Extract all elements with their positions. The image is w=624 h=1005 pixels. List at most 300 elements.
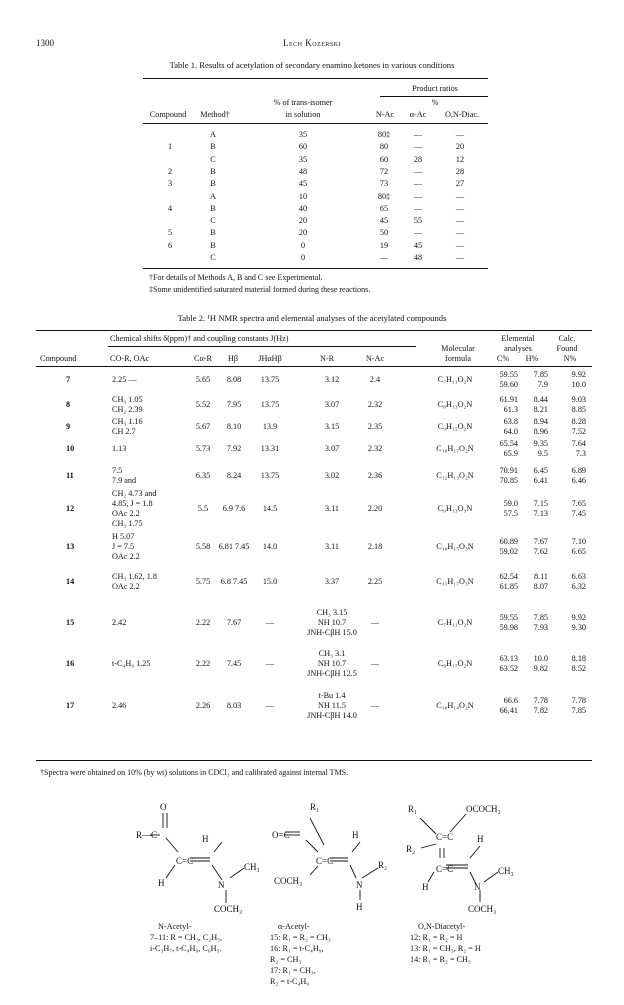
table2-n-pct: 9.03 bbox=[571, 395, 586, 404]
table1-method: C bbox=[210, 154, 216, 164]
table1-compound: 5 bbox=[167, 228, 173, 238]
table1-method: B bbox=[210, 142, 216, 152]
table2-h-pct: 9.82 bbox=[533, 664, 548, 673]
table2-n-r: CH₃ 3.15 bbox=[316, 608, 348, 617]
table2-hb: 8.08 bbox=[226, 375, 242, 384]
table2-n-ac: — bbox=[370, 659, 380, 668]
table2-h-pct: 6.41 bbox=[533, 476, 548, 485]
table1-compound: 1 bbox=[167, 142, 173, 152]
table2-formula: C₈H₁₃O₂N bbox=[437, 400, 473, 409]
table2-c-pct: 64.0 bbox=[503, 427, 518, 436]
table2-h-pct: 7.62 bbox=[533, 547, 548, 556]
table1-header-percent: % bbox=[431, 98, 439, 107]
table2-formula: C₁₂H₁₃O₂N bbox=[436, 471, 474, 480]
table2-co-r: OAc 2.2 bbox=[112, 509, 140, 518]
table1-nac: 80‡ bbox=[377, 130, 391, 139]
table2-h-pct: 7.93 bbox=[533, 623, 548, 632]
svg-text:N: N bbox=[474, 882, 481, 892]
table2-ca-r: 5.5 bbox=[197, 504, 209, 513]
table2-n-pct: 8.28 bbox=[571, 417, 586, 426]
table2-co-r: CH₃ 1.62, 1.8 bbox=[112, 572, 157, 581]
table2-n-pct: 8.18 bbox=[571, 654, 586, 663]
table2-c-pct: 57.5 bbox=[503, 509, 518, 518]
table1-ondiac: — bbox=[455, 240, 465, 250]
table2-h-pct: 9.5 bbox=[537, 449, 548, 458]
table2-c-pct: 61.85 bbox=[499, 582, 518, 591]
table1-method: A bbox=[210, 191, 216, 201]
structure-alpha-acetyl-title: α-Acetyl- bbox=[278, 922, 310, 931]
table2-hb: 7.45 bbox=[226, 659, 242, 668]
table2-n-ac: — bbox=[370, 701, 380, 710]
table2-jhh: 15.0 bbox=[262, 577, 278, 586]
table2-ca-r: 5.52 bbox=[195, 400, 211, 409]
table2-c-pct: 63.13 bbox=[499, 654, 518, 663]
table2-n-pct: 9.92 bbox=[571, 370, 586, 379]
table2-co-r: 2.25 — bbox=[112, 375, 137, 384]
svg-text:H: H bbox=[422, 882, 429, 892]
table2-co-r: 4.85, J = 1.8 bbox=[112, 499, 153, 508]
table2-n-pct: 9.92 bbox=[571, 613, 586, 622]
table2-compound: 17 bbox=[66, 701, 75, 710]
page-number: 1300 bbox=[36, 38, 54, 48]
table2-n-ac: 2.18 bbox=[367, 542, 383, 551]
table2-c-pct: 70.91 bbox=[499, 466, 518, 475]
page-header bbox=[0, 38, 624, 52]
table2-n-pct: 10.0 bbox=[571, 380, 586, 389]
table2-h-pct: 8.11 bbox=[533, 572, 548, 581]
table1-nac: 60 bbox=[379, 154, 389, 164]
svg-text:R—C: R—C bbox=[136, 830, 158, 840]
table1-ondiac: — bbox=[455, 191, 465, 201]
table2-co-r: t-C₄H₉ 1.25 bbox=[112, 659, 151, 668]
table2-compound: 9 bbox=[66, 422, 71, 431]
table2-hb: 6.9 7.6 bbox=[222, 504, 246, 513]
structure-on-diacetyl-line: 12: R₁ = R₂ = H bbox=[410, 933, 463, 942]
table2-c-pct: 66.41 bbox=[499, 706, 518, 715]
table-rule bbox=[108, 346, 416, 347]
table1-ondiac: — bbox=[455, 216, 465, 226]
structure-alpha-acetyl-line: R₂ = CH₃ bbox=[270, 955, 302, 964]
svg-text:N: N bbox=[356, 880, 363, 890]
table1-alpha-ac: — bbox=[413, 166, 423, 176]
table2-h-pct: 9.35 bbox=[533, 439, 548, 448]
table1-nac: 80 bbox=[379, 142, 389, 152]
table2-co-r: 2.42 bbox=[112, 618, 127, 627]
table2-c-pct: 59.0 bbox=[503, 499, 518, 508]
svg-text:H: H bbox=[356, 902, 363, 912]
table2-formula: C₉H₁₅O₂N bbox=[437, 422, 473, 431]
table2-compound: 12 bbox=[66, 504, 75, 513]
table2-h-pct: 8.94 bbox=[533, 417, 548, 426]
table2-jhh: 14.0 bbox=[262, 542, 278, 551]
table2-header-cor: CO-R, OAc bbox=[110, 354, 150, 363]
table1-alpha-ac: 55 bbox=[413, 216, 423, 226]
table2-n-pct: 7.65 bbox=[571, 499, 586, 508]
table2-formula: C₉H₁₃O₃N bbox=[437, 504, 473, 513]
table2-footnote: †Spectra were obtained on 10% (by wt) solutions in CDCl₃ and calibrated against internal TMS. bbox=[40, 768, 349, 777]
table1-ondiac: 20 bbox=[455, 142, 465, 152]
table1-caption: Table 1. Results of acetylation of secondary enamino ketones in various conditions bbox=[169, 60, 455, 70]
table2-n-pct: 7.45 bbox=[571, 509, 586, 518]
table1-trans: 0 bbox=[300, 240, 306, 250]
table2-n-pct: 7.10 bbox=[571, 537, 586, 546]
table1-method: C bbox=[210, 253, 216, 262]
table2-n-r: t-Bu 1.4 bbox=[318, 691, 346, 700]
table1-alpha-ac: 45 bbox=[413, 240, 423, 250]
table2-c-pct: 59.60 bbox=[499, 380, 518, 389]
structure-alpha-acetyl-line: 17: R₁ = CH₃, bbox=[270, 966, 316, 975]
table2-ca-r: 5.65 bbox=[195, 375, 211, 384]
table2-n-r: 3.07 bbox=[324, 400, 340, 409]
structure-alpha-acetyl-line: R₂ = t-C₄H₉ bbox=[270, 977, 310, 986]
table2-co-r: OAc 2.2 bbox=[112, 552, 140, 561]
table2-compound: 14 bbox=[66, 577, 75, 586]
table-rule bbox=[36, 760, 592, 761]
table2-n-r: 3.15 bbox=[324, 422, 340, 431]
table1-trans: 35 bbox=[298, 154, 308, 164]
table2-n-r: CH₃ 3.1 bbox=[318, 649, 346, 658]
table2-header-analyses: analyses bbox=[504, 344, 532, 353]
table2-c-pct: 61.3 bbox=[503, 405, 518, 414]
table2-jhh: 13.75 bbox=[260, 375, 280, 384]
table-rule bbox=[36, 366, 592, 367]
table2-h-pct: 8.07 bbox=[533, 582, 548, 591]
svg-text:CH₃: CH₃ bbox=[244, 862, 260, 872]
table2-n-r: NH 10.7 bbox=[317, 659, 347, 668]
table2-c-pct: 65.54 bbox=[499, 439, 518, 448]
structure-alpha-acetyl-line: 16: R₁ = t-C₄H₉, bbox=[270, 944, 324, 953]
table2-n-ac: 2.32 bbox=[367, 444, 383, 453]
table2-h-pct: 7.67 bbox=[533, 537, 548, 546]
table2-ca-r: 5.67 bbox=[195, 422, 211, 431]
table2-co-r: CH₃ 1.16 bbox=[112, 417, 143, 426]
table2-n-pct: 8.85 bbox=[571, 405, 586, 414]
table1-header-nac: N-Ac bbox=[375, 110, 395, 119]
structure-n-acetyl-line: 7–11: R = CH₃, C₂H₅, bbox=[150, 933, 223, 942]
table2-n-pct: 7.85 bbox=[571, 706, 586, 715]
table1-method: A bbox=[210, 130, 216, 139]
table2-header-elemental: Elemental bbox=[501, 334, 535, 343]
table1-alpha-ac: 48 bbox=[413, 253, 423, 262]
table2-n-r: 3.07 bbox=[324, 444, 340, 453]
svg-text:C=C: C=C bbox=[436, 864, 454, 874]
table2-n-ac: — bbox=[370, 618, 380, 627]
table2-co-r: 2.46 bbox=[112, 701, 127, 710]
table2-jhh: 13.9 bbox=[262, 422, 278, 431]
table2-n-r: 3.11 bbox=[324, 504, 340, 513]
table1-alpha-ac: — bbox=[413, 130, 423, 139]
svg-text:COCH₃: COCH₃ bbox=[214, 904, 243, 914]
table2-n-pct: 7.78 bbox=[571, 696, 586, 705]
table2-c-pct: 59.98 bbox=[499, 623, 518, 632]
table2-n-pct: 7.3 bbox=[575, 449, 586, 458]
table2-co-r: CH₂ 2.39 bbox=[112, 405, 143, 414]
table2-header-compound: Compound bbox=[40, 354, 77, 363]
table2-n-pct: 7.64 bbox=[571, 439, 586, 448]
running-author: Lech Kozerski bbox=[282, 38, 342, 48]
table2-co-r: 7.5 bbox=[112, 466, 123, 475]
table1-method: B bbox=[210, 179, 216, 189]
table1-ondiac: — bbox=[455, 228, 465, 238]
table1-trans: 45 bbox=[298, 179, 308, 189]
svg-text:C=C: C=C bbox=[176, 856, 194, 866]
structure-on-diacetyl-title: O,N-Diacetyl- bbox=[418, 922, 466, 931]
table2-n-pct: 6.63 bbox=[571, 572, 586, 581]
table2-h-pct: 7.78 bbox=[533, 696, 548, 705]
table2-caption: Table 2. ¹H NMR spectra and elemental analyses of the acetylated compounds bbox=[177, 313, 447, 323]
table2-header-hb: Hβ bbox=[227, 354, 239, 363]
table2-h-pct: 8.96 bbox=[533, 427, 548, 436]
table2-n-pct: 9.30 bbox=[571, 623, 586, 632]
table2-h-pct: 7.85 bbox=[533, 613, 548, 622]
table2-n-pct: 6.32 bbox=[571, 582, 586, 591]
table-rule bbox=[143, 268, 488, 269]
table2-co-r: CH 2.7 bbox=[112, 427, 136, 436]
svg-text:H: H bbox=[202, 834, 209, 844]
table2-c-pct: 66.6 bbox=[503, 696, 518, 705]
table2-c-pct: 59.55 bbox=[499, 613, 518, 622]
table1-header-method: Method† bbox=[200, 110, 230, 119]
table2-hb: 8.03 bbox=[226, 701, 242, 710]
table2-c-pct: 62.54 bbox=[499, 572, 518, 581]
table2-n-ac: 2.20 bbox=[367, 504, 383, 513]
table1-method: B bbox=[210, 240, 216, 250]
table1-nac: 45 bbox=[379, 216, 389, 226]
table2-n-ac: 2.4 bbox=[369, 375, 381, 384]
svg-text:COCH₃: COCH₃ bbox=[468, 904, 497, 914]
table2-header-calc: Calc. bbox=[558, 334, 576, 343]
table1-trans: 10 bbox=[298, 191, 308, 201]
table2-n-r: 3.12 bbox=[324, 375, 340, 384]
table2-h-pct: 7.9 bbox=[537, 380, 548, 389]
table2-compound: 7 bbox=[66, 375, 71, 384]
table1-trans: 48 bbox=[298, 166, 308, 176]
table2-n-r: JNH-CβH 15.0 bbox=[307, 628, 357, 637]
table2-n-r: NH 11.5 bbox=[318, 701, 346, 710]
table2-n-pct: 6.89 bbox=[571, 466, 586, 475]
table2-h-pct: 7.13 bbox=[533, 509, 548, 518]
table2-ca-r: 5.73 bbox=[195, 444, 211, 453]
table1-footnote: ‡Some unidentified saturated material formed during these reactions. bbox=[149, 285, 371, 294]
table1-alpha-ac: — bbox=[413, 203, 423, 213]
table1-trans: 60 bbox=[298, 142, 308, 152]
table2-header-c-pct: C% bbox=[496, 354, 510, 363]
table2-n-r: 3.11 bbox=[324, 542, 340, 551]
table2-compound: 8 bbox=[66, 400, 71, 409]
table2-h-pct: 7.85 bbox=[533, 370, 548, 379]
table2-ca-r: 2.26 bbox=[195, 701, 211, 710]
table1-nac: 80‡ bbox=[377, 191, 391, 201]
table2-hb: 6.81 7.45 bbox=[218, 542, 250, 551]
table1-ondiac: 28 bbox=[455, 166, 465, 176]
table1-method: B bbox=[210, 228, 216, 238]
table2-c-pct: 59.55 bbox=[499, 370, 518, 379]
table2-formula: C₁₀H₁₇O₂N bbox=[436, 444, 474, 453]
table2-co-r: CH₃ 1.05 bbox=[112, 395, 143, 404]
table2-hb: 8.24 bbox=[226, 471, 242, 480]
table2-ca-r: 2.22 bbox=[195, 618, 211, 627]
table1-ondiac: — bbox=[455, 130, 465, 139]
table1-compound: 6 bbox=[167, 240, 173, 250]
table2-header-found: Found bbox=[556, 344, 578, 353]
table1-header-compound: Compound bbox=[149, 110, 187, 119]
table1-header-product-ratios: Product ratios bbox=[412, 84, 458, 93]
svg-text:R₂: R₂ bbox=[406, 844, 416, 854]
table1-compound: 4 bbox=[167, 203, 173, 213]
table2-n-r: 3.02 bbox=[324, 471, 340, 480]
table2-c-pct: 61.91 bbox=[499, 395, 518, 404]
svg-text:OCOCH₃: OCOCH₃ bbox=[466, 804, 501, 814]
table2-n-r: 3.37 bbox=[324, 577, 340, 586]
table2-formula: C₁₀H₁₅O₃N bbox=[436, 542, 474, 551]
svg-text:O: O bbox=[160, 802, 167, 812]
table2-h-pct: 10.0 bbox=[533, 654, 548, 663]
structure-on-diacetyl-line: 14: R₁ = R₂ = CH₃ bbox=[410, 955, 471, 964]
table1-nac: — bbox=[379, 253, 389, 262]
svg-text:R₁: R₁ bbox=[310, 802, 320, 812]
table2-header-molecular: Molecular bbox=[441, 344, 475, 353]
structure-n-acetyl-line: i-C₃H₇, t-C₄H₉, C₆H₅. bbox=[150, 944, 222, 953]
table2-jhh: 13.31 bbox=[260, 444, 280, 453]
table2-c-pct: 70.85 bbox=[499, 476, 518, 485]
table2-formula: C₇H₁₁O₂N bbox=[437, 375, 473, 384]
table2-n-pct: 7.52 bbox=[571, 427, 586, 436]
table1-nac: 73 bbox=[379, 179, 389, 189]
table2-n-pct: 6.65 bbox=[571, 547, 586, 556]
table1-header-alpha: α-Ac bbox=[409, 110, 427, 119]
table1-nac: 50 bbox=[379, 228, 389, 238]
table2-co-r: CH₃ 1.75 bbox=[112, 519, 143, 528]
table1-trans: 35 bbox=[298, 130, 308, 139]
table1-header-trans: % of trans-isomer bbox=[273, 98, 333, 107]
table1-header-in-solution: in solution bbox=[285, 110, 321, 119]
table1-method: B bbox=[210, 166, 216, 176]
table2-jhh: 14.5 bbox=[262, 504, 278, 513]
table1-alpha-ac: — bbox=[413, 142, 423, 152]
table1-footnote: †For details of Methods A, B and C see Experimental. bbox=[149, 273, 323, 282]
table2-n-ac: 2.25 bbox=[367, 577, 383, 586]
table1-method: B bbox=[210, 203, 216, 213]
table1-ondiac: — bbox=[455, 203, 465, 213]
table2-jhh: — bbox=[265, 659, 275, 668]
table2-ca-r: 6.35 bbox=[195, 471, 211, 480]
table2-header-jhh: JHαHβ bbox=[258, 354, 282, 363]
table2-ca-r: 2.22 bbox=[195, 659, 211, 668]
table2-n-r: JNH-CβH 14.0 bbox=[307, 711, 357, 720]
table2-co-r: 1.13 bbox=[112, 444, 127, 453]
table2-hb: 7.95 bbox=[226, 400, 242, 409]
table2-compound: 13 bbox=[66, 542, 75, 551]
table-rule bbox=[143, 78, 488, 79]
table2-c-pct: 63.8 bbox=[503, 417, 518, 426]
table2-n-ac: 2.32 bbox=[367, 400, 383, 409]
table2-formula: C₉H₁₇O₂N bbox=[437, 659, 473, 668]
table1-alpha-ac: — bbox=[413, 179, 423, 189]
svg-text:N: N bbox=[218, 880, 225, 890]
table2-c-pct: 63.52 bbox=[499, 664, 518, 673]
table2-compound: 16 bbox=[66, 659, 75, 668]
table2-n-ac: 2.35 bbox=[367, 422, 383, 431]
table2-c-pct: 59.02 bbox=[499, 547, 518, 556]
table1-alpha-ac: — bbox=[413, 228, 423, 238]
table1-ondiac: 27 bbox=[455, 179, 465, 189]
table2-c-pct: 60.89 bbox=[499, 537, 518, 546]
table2-jhh: — bbox=[265, 701, 275, 710]
table2-header-formula: formula bbox=[445, 354, 471, 363]
table2-hb: 8.10 bbox=[226, 422, 242, 431]
svg-text:H: H bbox=[158, 878, 165, 888]
table1-trans: 20 bbox=[298, 216, 308, 226]
svg-text:R₂: R₂ bbox=[378, 860, 388, 870]
svg-text:CH₃: CH₃ bbox=[498, 866, 514, 876]
table2-co-r: 7.9 and bbox=[112, 476, 137, 485]
table2-header-nac: N-Ac bbox=[365, 354, 385, 363]
table2-co-r: OAc 2.2 bbox=[112, 582, 140, 591]
table2-hb: 7.92 bbox=[226, 444, 242, 453]
table1-ondiac: 12 bbox=[455, 154, 465, 164]
table1-trans: 40 bbox=[298, 203, 308, 213]
svg-text:H: H bbox=[352, 830, 359, 840]
table1-alpha-ac: — bbox=[413, 191, 423, 201]
svg-text:C=C: C=C bbox=[316, 856, 334, 866]
table2-n-r: NH 10.7 bbox=[317, 618, 347, 627]
table2-header-car: Cα-R bbox=[194, 354, 212, 363]
table2-n-pct: 6.46 bbox=[571, 476, 586, 485]
table2-co-r: CH₂ 4.73 and bbox=[112, 489, 157, 498]
table2-co-r: J = 7.5 bbox=[112, 542, 135, 551]
table1-trans: 20 bbox=[298, 228, 308, 238]
svg-text:O=C: O=C bbox=[272, 830, 290, 840]
table1-nac: 19 bbox=[379, 240, 389, 250]
table2-n-r: JNH-CβH 12.5 bbox=[307, 669, 357, 678]
structure-alpha-acetyl-line: 15: R₁ = R₂ = CH₃ bbox=[270, 933, 331, 942]
table2-n-pct: 8.52 bbox=[571, 664, 586, 673]
table2-ca-r: 5.58 bbox=[195, 542, 211, 551]
table1-alpha-ac: 28 bbox=[413, 154, 423, 164]
table2-compound: 10 bbox=[66, 444, 75, 453]
table2-hb: 6.8 7.45 bbox=[220, 577, 248, 586]
table2-h-pct: 8.44 bbox=[533, 395, 548, 404]
table1-compound: 3 bbox=[167, 179, 173, 189]
table-rule bbox=[380, 96, 488, 97]
table2-formula: C₁₀H₁₄O₂N bbox=[436, 701, 474, 710]
table1-method: C bbox=[210, 216, 216, 226]
table2-formula: C₁₁H₁₇O₃N bbox=[436, 577, 474, 586]
table2-header-n-pct: N% bbox=[563, 354, 577, 363]
table2-h-pct: 7.15 bbox=[533, 499, 548, 508]
table-rule bbox=[143, 123, 488, 124]
table2-c-pct: 65.9 bbox=[503, 449, 518, 458]
table2-compound: 11 bbox=[66, 471, 74, 480]
table2-n-ac: 2.36 bbox=[367, 471, 383, 480]
table1-trans: 0 bbox=[300, 253, 306, 262]
table2-header-h-pct: H% bbox=[525, 354, 539, 363]
table2-header-nr: N-R bbox=[319, 354, 335, 363]
table2-formula: C₇H₁₁O₂N bbox=[437, 618, 473, 627]
svg-text:COCH₃: COCH₃ bbox=[274, 876, 303, 886]
table2-ca-r: 5.75 bbox=[195, 577, 211, 586]
table1-ondiac: — bbox=[455, 253, 465, 262]
table2-jhh: 13.75 bbox=[260, 471, 280, 480]
table-rule bbox=[36, 330, 592, 331]
svg-text:R₁: R₁ bbox=[408, 804, 418, 814]
svg-text:H: H bbox=[477, 834, 484, 844]
table2-h-pct: 6.45 bbox=[533, 466, 548, 475]
table1-compound: 2 bbox=[167, 166, 173, 176]
table2-jhh: — bbox=[265, 618, 275, 627]
table1-nac: 72 bbox=[379, 166, 389, 176]
svg-text:C=C: C=C bbox=[436, 832, 454, 842]
